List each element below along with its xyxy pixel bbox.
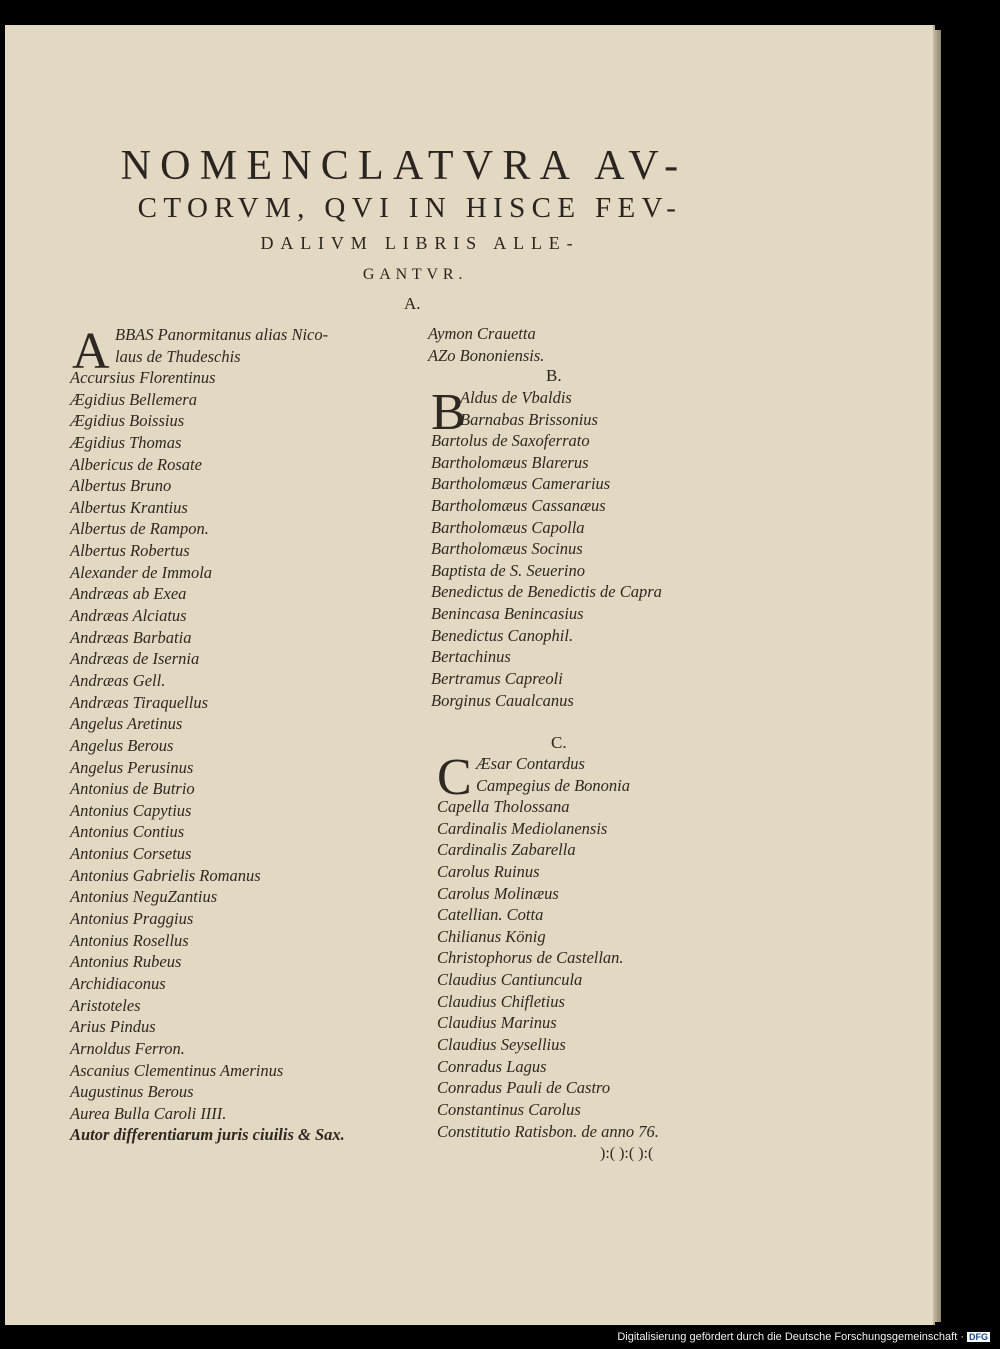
section-heading-c: C.	[551, 733, 567, 752]
list-item: Arius Pindus	[70, 1017, 156, 1037]
title-line-1: NOMENCLATVRA AV-	[120, 143, 688, 189]
list-item: Conradus Pauli de Castro	[437, 1078, 611, 1098]
list-item: Antonius Corsetus	[70, 844, 192, 864]
title-line-3: DALIVM LIBRIS ALLE-	[260, 233, 580, 253]
list-item: Andræas de Isernia	[70, 649, 200, 669]
list-item: Claudius Chifletius	[437, 991, 565, 1011]
list-item: Antonius Rubeus	[70, 952, 182, 972]
section-heading-b: B.	[546, 366, 562, 385]
column-2-c-list	[437, 796, 659, 1142]
section-heading-a: A.	[404, 294, 421, 313]
list-item: Antonius Gabrielis Romanus	[70, 865, 261, 885]
list-item: laus de Thudeschis	[115, 346, 241, 366]
digitization-credit	[0, 1331, 990, 1343]
list-item: Bartholomæus Cassanæus	[431, 495, 606, 515]
list-item: Ægidius Boissius	[70, 411, 185, 431]
list-item: Andræas ab Exea	[70, 584, 187, 604]
list-item: Alexander de Immola	[70, 562, 213, 582]
list-item: Aldus de Vbaldis	[460, 388, 572, 407]
list-item: Albertus Robertus	[70, 541, 190, 561]
list-item: Andræas Barbatia	[70, 627, 192, 647]
list-item: Albertus de Rampon.	[70, 519, 209, 539]
list-item: Andræas Gell.	[70, 670, 166, 690]
list-item: Bartholomæus Capolla	[431, 517, 585, 537]
list-item: Augustinus Berous	[70, 1082, 194, 1102]
list-item: Antonius de Butrio	[70, 779, 195, 799]
list-item: Bartolus de Saxoferrato	[431, 431, 590, 450]
list-item: Arnoldus Ferron.	[70, 1038, 185, 1058]
column-1-list	[70, 367, 345, 1146]
list-item: Barnabas Brissonius	[460, 409, 598, 429]
list-item: Claudius Seysellius	[437, 1035, 566, 1055]
list-item: Andræas Alciatus	[70, 606, 187, 626]
dropcap-b: B	[431, 384, 466, 441]
column-2-b-first	[460, 387, 598, 430]
list-item: Ægidius Bellemera	[70, 389, 197, 409]
list-item: Ascanius Clementinus Amerinus	[70, 1060, 284, 1080]
list-item: Antonius NeguZantius	[70, 887, 218, 907]
list-item: Archidiaconus	[70, 973, 166, 993]
list-item: Chilianus König	[437, 926, 546, 946]
list-item: Albertus Krantius	[70, 497, 188, 517]
entry-first-line	[115, 324, 328, 367]
list-item: Accursius Florentinus	[70, 368, 216, 387]
list-item: Bertachinus	[431, 647, 511, 667]
list-item: Benincasa Benincasius	[431, 604, 584, 624]
list-item: Antonius Praggius	[70, 909, 194, 929]
list-item: Angelus Perusinus	[70, 757, 194, 777]
list-item: Angelus Berous	[70, 735, 174, 755]
column-2-a-list	[428, 323, 544, 366]
list-item: Carolus Molinæus	[437, 883, 559, 903]
column-2-c-first	[476, 753, 630, 796]
list-item: Antonius Capytius	[70, 800, 192, 820]
dfg-logo: DFG	[969, 1332, 988, 1342]
list-item: Constantinus Carolus	[437, 1099, 581, 1119]
list-item: Borginus Caualcanus	[431, 690, 574, 710]
list-item: Albericus de Rosate	[70, 454, 202, 474]
list-item: Antonius Rosellus	[70, 930, 189, 950]
list-item: Conradus Lagus	[437, 1056, 547, 1076]
list-item: Campegius de Bononia	[476, 775, 630, 795]
list-item: Æsar Contardus	[476, 754, 585, 773]
list-item: Aristoteles	[70, 995, 141, 1015]
list-item: Bertramus Capreoli	[431, 669, 563, 689]
list-item: Angelus Aretinus	[70, 714, 183, 734]
page-edge	[933, 30, 941, 1322]
list-item: Bartholomæus Blarerus	[431, 452, 589, 472]
credit-text: Digitalisierung gefördert durch die Deutsche Forschungsgemeinschaft ·	[617, 1331, 964, 1343]
list-item: Constitutio Ratisbon. de anno 76.	[437, 1121, 659, 1141]
signature-mark: ):( ):( ):(	[600, 1145, 654, 1162]
list-item: Claudius Cantiuncula	[437, 970, 583, 990]
list-item: Antonius Contius	[70, 822, 185, 842]
list-item: Bartholomæus Camerarius	[431, 474, 611, 494]
list-item: Cardinalis Zabarella	[437, 840, 576, 860]
dropcap-a: A	[72, 323, 110, 380]
list-item: Ægidius Thomas	[70, 432, 182, 452]
list-item: Catellian. Cotta	[437, 905, 544, 925]
column-2-b-list	[431, 430, 662, 711]
list-item: Autor differentiarum juris ciuilis & Sax.	[70, 1125, 345, 1145]
title-line-4: GANTVR.	[362, 266, 468, 283]
list-item: Bartholomæus Socinus	[431, 539, 583, 559]
title-line-2: CTORVM, QVI IN HISCE FEV-	[137, 192, 683, 224]
list-item: Benedictus de Benedictis de Capra	[431, 582, 662, 602]
list-item: Andræas Tiraquellus	[70, 692, 208, 712]
list-item: Albertus Bruno	[70, 476, 172, 496]
dropcap-c: C	[437, 749, 472, 806]
list-item: BBAS Panormitanus alias Nico-	[115, 325, 329, 344]
list-item: Aurea Bulla Caroli IIII.	[70, 1103, 227, 1123]
list-item: Claudius Marinus	[437, 1013, 557, 1033]
list-item: Christophorus de Castellan.	[437, 948, 624, 968]
list-item: Carolus Ruinus	[437, 861, 540, 881]
list-item: Cardinalis Mediolanensis	[437, 818, 608, 838]
list-item: AZo Bononiensis.	[428, 345, 545, 365]
list-item: Baptista de S. Seuerino	[431, 560, 585, 580]
list-item: Benedictus Canophil.	[431, 625, 574, 645]
list-item: Capella Tholossana	[437, 797, 570, 816]
list-item: Aymon Crauetta	[428, 324, 536, 343]
